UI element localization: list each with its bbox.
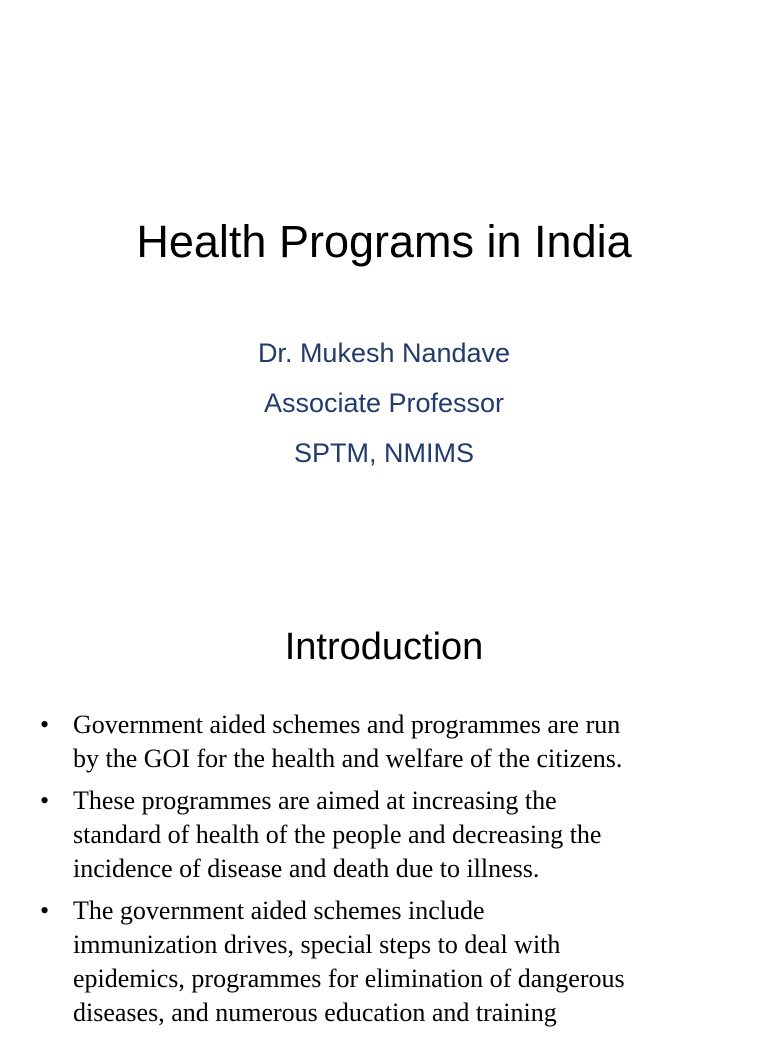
bullet-line: The government aided schemes include: [73, 896, 485, 925]
author-info: [0, 328, 768, 478]
bullet-list: [0, 708, 768, 1038]
bullet-item: [0, 784, 768, 886]
bullet-line: epidemics, programmes for elimination of dangerous: [73, 964, 625, 993]
bullet-item: [0, 708, 768, 776]
bullet-line: These programmes are aimed at increasing the: [73, 786, 557, 815]
presentation-title: Health Programs in India: [136, 216, 632, 267]
bullet-line: Government aided schemes and programmes are run: [73, 710, 621, 739]
author-affiliation: SPTM, NMIMS: [294, 438, 474, 468]
bullet-line: standard of health of the people and decreasing the: [73, 820, 602, 849]
bullet-icon: •: [40, 896, 50, 925]
introduction-slide: [0, 560, 768, 1027]
bullet-line: immunization drives, special steps to deal with: [73, 930, 561, 959]
slide-title: Introduction: [284, 626, 484, 668]
author-position: Associate Professor: [263, 388, 505, 418]
bullet-line: by the GOI for the health and welfare of the citizens.: [73, 744, 623, 773]
bullet-line: incidence of disease and death due to illness.: [73, 854, 540, 883]
author-name: Dr. Mukesh Nandave: [257, 338, 511, 368]
bullet-item: [0, 894, 768, 1030]
bullet-icon: •: [40, 710, 50, 739]
bullet-line: diseases, and numerous education and training: [73, 998, 557, 1027]
bullet-icon: •: [40, 786, 50, 815]
